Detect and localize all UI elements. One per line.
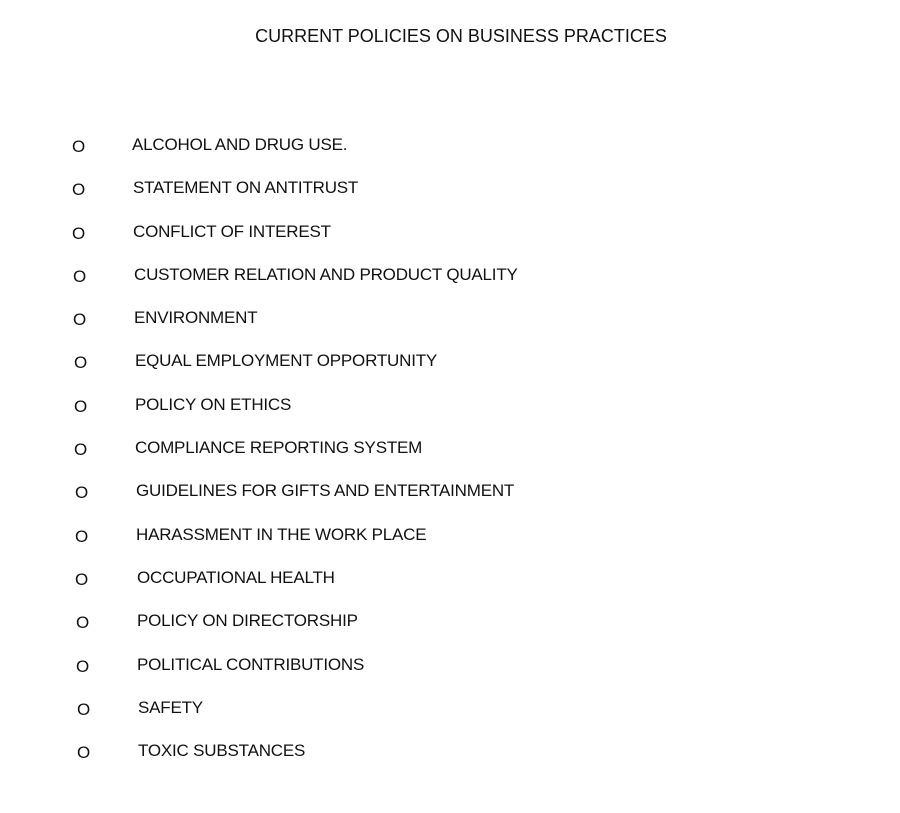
list-item-label: POLICY ON DIRECTORSHIP: [137, 611, 358, 631]
page-title: CURRENT POLICIES ON BUSINESS PRACTICES: [255, 26, 667, 46]
list-item-label: GUIDELINES FOR GIFTS AND ENTERTAINMENT: [136, 481, 515, 501]
bullet-o: O: [72, 223, 86, 243]
bullet-o: O: [75, 526, 89, 546]
list-item-label: CONFLICT OF INTEREST: [133, 221, 331, 241]
bullet-o: O: [76, 613, 90, 633]
list-item-label: HARASSMENT IN THE WORK PLACE: [136, 524, 427, 544]
list-item-label: SAFETY: [138, 697, 203, 717]
list-item-label: COMPLIANCE REPORTING SYSTEM: [135, 438, 423, 458]
bullet-o: O: [73, 310, 87, 330]
bullet-o: O: [73, 266, 87, 286]
bullet-o: O: [72, 180, 86, 200]
list-item-label: STATEMENT ON ANTITRUST: [133, 178, 359, 198]
list-item-label: ALCOHOL AND DRUG USE.: [132, 135, 348, 154]
list-item-label: EQUAL EMPLOYMENT OPPORTUNITY: [135, 351, 438, 371]
list-item-label: ENVIRONMENT: [134, 308, 258, 328]
bullet-o: O: [74, 440, 88, 460]
list-item-label: POLICY ON ETHICS: [135, 394, 292, 414]
bullet-o: O: [75, 569, 89, 589]
list-item-label: TOXIC SUBSTANCES: [138, 741, 306, 761]
list-item-label: CUSTOMER RELATION AND PRODUCT QUALITY: [134, 264, 518, 284]
bullet-o: O: [77, 743, 91, 763]
bullet-o: O: [75, 483, 89, 503]
bullet-o: O: [74, 353, 88, 373]
bullet-o: O: [74, 396, 88, 416]
bullet-o: O: [76, 656, 90, 676]
bullet-o: O: [77, 699, 91, 719]
bullet-o: O: [72, 137, 86, 156]
list-item-label: OCCUPATIONAL HEALTH: [137, 567, 335, 587]
list-item-label: POLITICAL CONTRIBUTIONS: [137, 654, 365, 674]
